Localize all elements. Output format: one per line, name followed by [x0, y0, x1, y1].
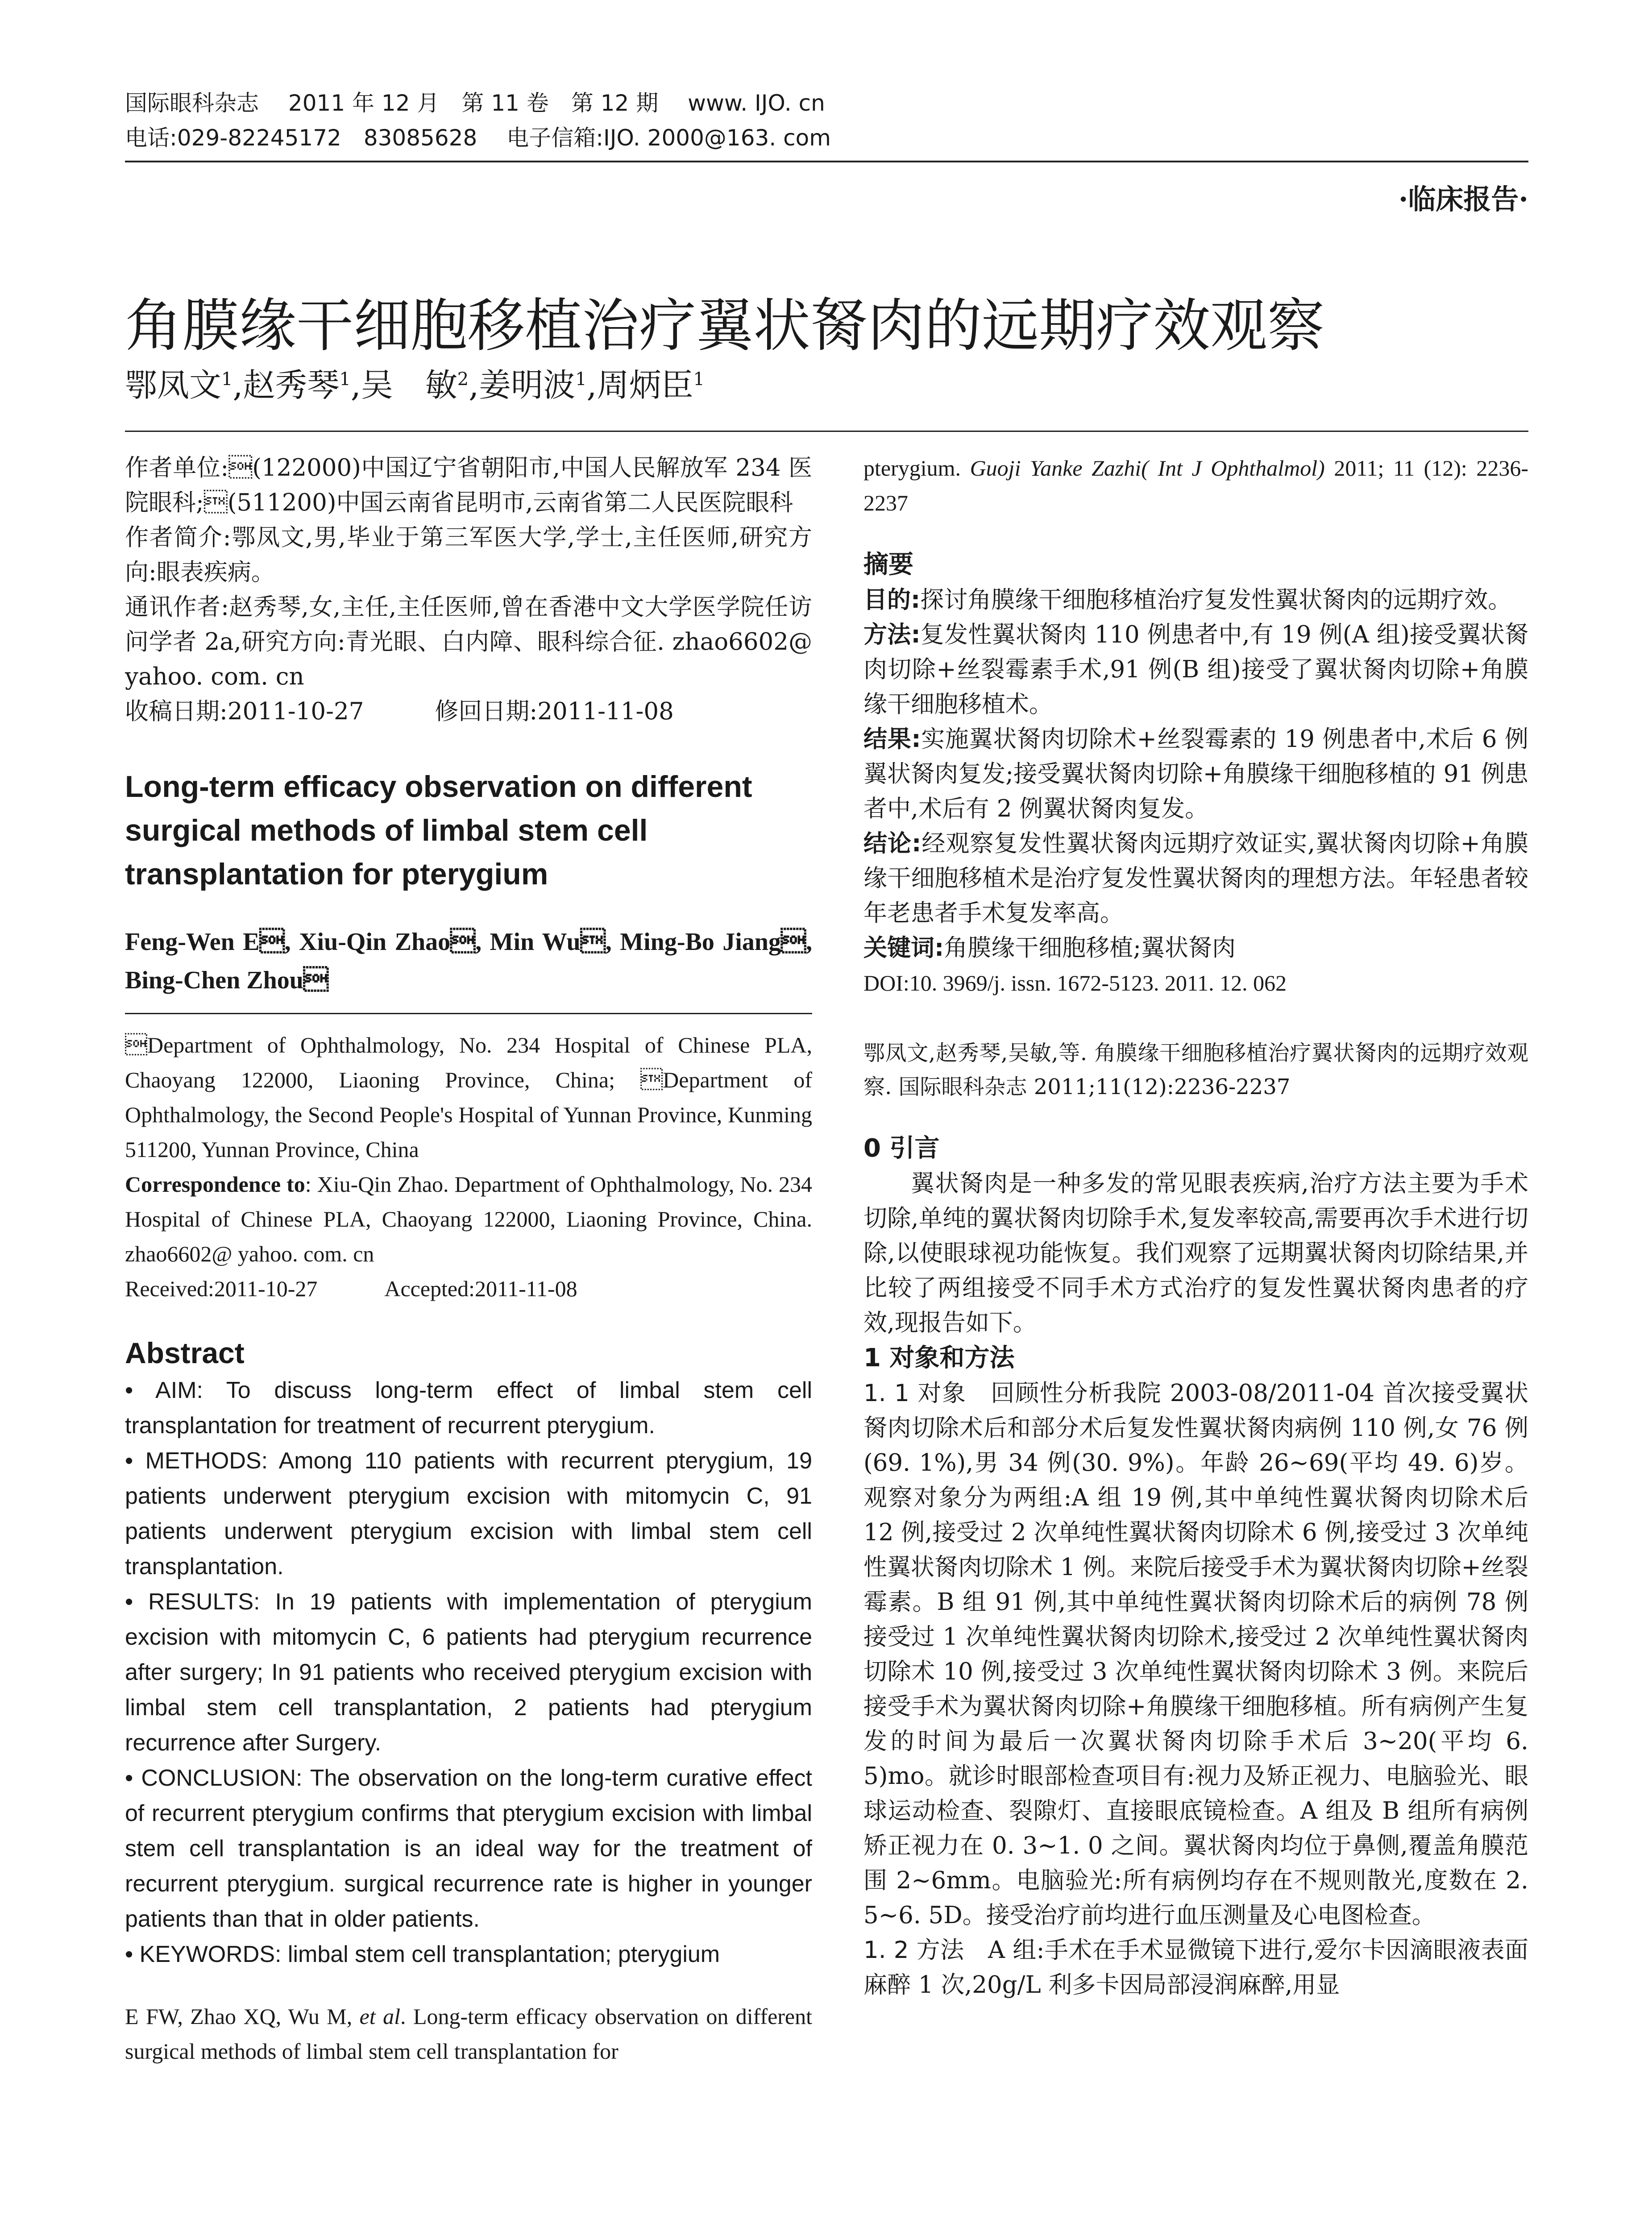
english-title: Long-term efficacy observation on different surgical methods of limbal stem cell transplantation for pterygium — [125, 770, 752, 891]
author-bio-zh: 作者简介:鄂凤文,男,毕业于第三军医大学,学士,主任医师,研究方向:眼表疾病。 — [125, 524, 812, 586]
citation-en-continued: pterygium. Guoji Yanke Zazhi( Int J Ophthalmol) 2011; 11 (12): 2236-2237 — [863, 456, 1528, 515]
abstract-results: • RESULTS: In 19 patients with implementation of pterygium excision with mitomycin C, 6 patients had pterygium recurrence after surgery; In 91 patients who received pterygium excision with limbal stem cell transplantation, 2 patients had pterygium recurrence after Surgery. — [125, 1589, 812, 1756]
journal-header-line1: 国际眼科杂志 2011 年 12 月 第 11 卷 第 12 期 www. IJO. cn — [125, 90, 825, 116]
section1-2-text: 1. 2 方法 A 组:手术在手术显微镜下进行,爱尔卡因滴眼液表面麻醉 1 次,20g/L 利多卡因局部浸润麻醉,用显 — [863, 1937, 1528, 1999]
header-rule — [125, 161, 1528, 162]
abstract-zh-results: 结果:实施翼状胬肉切除术+丝裂霉素的 19 例患者中,术后 6 例翼状胬肉复发;接受翼状胬肉切除+角膜缘干细胞移植的 91 例患者中,术后有 2 例翼状胬肉复发。 — [863, 726, 1528, 822]
author-list: 鄂凤文$^1$,赵秀琴$^1$,吴 敏$^2$,姜明波$^1$,周炳臣$^1$ — [125, 366, 705, 404]
abstract-zh-methods: 方法:复发性翼状胬肉 110 例患者中,有 19 例(A 组)接受翼状胬肉切除+丝裂霉素手术,91 例(B 组)接受了翼状胬肉切除+角膜缘干细胞移植术。 — [863, 621, 1528, 718]
intro-heading: 0 引言 — [863, 1134, 940, 1163]
author-affiliation: 1 — [575, 369, 587, 390]
author-affiliation: 1 — [339, 369, 351, 390]
citation-zh: 鄂凤文,赵秀琴,吴敏,等. 角膜缘干细胞移植治疗翼状胬肉的远期疗效观察. 国际眼科杂志 2011;11(12):2236-2237 — [863, 1041, 1528, 1099]
abstract-zh-heading: 摘要 — [863, 550, 913, 579]
affiliation-zh: 作者单位:(122000)中国辽宁省朝阳市,中国人民解放军 234 医院眼科;(511200)中国云南省昆明市,云南省第二人民医院眼科 — [125, 454, 812, 516]
author: 赵秀琴 — [243, 366, 340, 404]
right-column — [863, 451, 1528, 2222]
abstract-zh-aim: 目的:探讨角膜缘干细胞移植治疗复发性翼状胬肉的远期疗效。 — [863, 586, 1512, 614]
authors-rule — [125, 431, 1528, 432]
section1-2-label: 1. 2 方法 — [863, 1937, 964, 1964]
abstract-zh-conclusion: 结论:经观察复发性翼状胬肉远期疗效证实,翼状胬肉切除+角膜缘干细胞移植术是治疗复发性翼状胬肉的理想方法。年轻患者较年老患者手术复发率高。 — [863, 830, 1528, 927]
dates-en: Received:2011-10-27 Accepted:2011-11-08 — [125, 1276, 577, 1301]
correspondence-en: Correspondence to: Xiu-Qin Zhao. Department of Ophthalmology, No. 234 Hospital of Chinese PLA, Chaoyang 122000, Liaoning Province, China. zhao6602@ yahoo. com. cn — [125, 1172, 812, 1266]
correspondence-zh: 通讯作者:赵秀琴,女,主任,主任医师,曾在香港中文大学医学院任访问学者 2a,研究方向:青光眼、白内障、眼科综合征. zhao6602@ yahoo. com. cn — [125, 593, 812, 690]
section-label: ·临床报告· — [1398, 183, 1528, 216]
author-affiliation: 1 — [221, 369, 233, 390]
author: 吴 敏 — [361, 366, 457, 404]
author-affiliation: 1 — [693, 369, 705, 390]
abstract-keywords: • KEYWORDS: limbal stem cell transplantation; pterygium — [125, 1941, 720, 1967]
abstract-aim: • AIM: To discuss long-term effect of limbal stem cell transplantation for treatment of recurrent pterygium. — [125, 1377, 812, 1439]
section1-1-label: 1. 1 对象 — [863, 1380, 967, 1407]
left-column — [125, 451, 812, 2222]
english-authors: Feng-Wen E, Xiu-Qin Zhao, Min Wu, Ming-Bo Jiang, Bing-Chen Zhou — [125, 928, 812, 994]
author: 鄂凤文 — [125, 366, 222, 404]
section1-1-text: 1. 1 对象 回顾性分析我院 2003-08/2011-04 首次接受翼状胬肉切除术后和部分术后复发性翼状胬肉病例 110 例,女 76 例(69. 1%),男 34 例(30. 9%)。年龄 26~69(平均 49. 6)岁。观察对象分为两组:A 组 19 例,其中单纯性翼状胬肉切除术后 12 例,接受过 2 次单纯性翼状胬肉切除术 6 例,接受过 3 次单纯性翼状胬肉切除术 1 例。来院后接受手术为翼状胬肉切除+丝裂霉素。B 组 91 例,其中单纯性翼状胬肉切除术后的病例 78 例接受过 1 次单纯性翼状胬肉切除术,接受过 2 次单纯性翼状胬肉切除术 10 例,接受过 3 次单纯性翼状胬肉切除术 3 例。来院后接受手术为翼状胬肉切除+角膜缘干细胞移植。所有病例产生复发的时间为最后一次翼状胬肉切除手术后 3~20(平均 6. 5)mo。就诊时眼部检查项目有:视力及矫正视力、电脑验光、眼球运动检查、裂隙灯、直接眼底镜检查。A 组及 B 组所有病例矫正视力在 0. 3~1. 0 之间。翼状胬肉均位于鼻侧,覆盖角膜范围 2~6mm。电脑验光:所有病例均存在不规则散光,度数在 2. 5~6. 5D。接受治疗前均进行血压测量及心电图检查。 — [863, 1380, 1528, 1929]
journal-header-line2: 电话:029-82245172 83085628 电子信箱:IJO. 2000@163. com — [125, 125, 831, 151]
abstract-conclusion: • CONCLUSION: The observation on the long-term curative effect of recurrent pterygium confirms that pterygium excision with limbal stem cell transplantation is an ideal way for the treatment of recurrent pterygium. surgical recurrence rate is higher in younger patients than that in older patients. — [125, 1765, 812, 1932]
dates-zh: 收稿日期:2011-10-27 修回日期:2011-11-08 — [125, 698, 674, 725]
author-affiliation: 2 — [457, 369, 469, 390]
affiliation-en: Department of Ophthalmology, No. 234 Hospital of Chinese PLA, Chaoyang 122000, Liaoning Province, China; Department of Ophthalmology, the Second People's Hospital of Yunnan Province, Kunming 511200, Yunnan Province, China — [125, 1033, 812, 1162]
abstract-zh-keywords: 关键词:角膜缘干细胞移植;翼状胬肉 — [863, 934, 1236, 962]
abstract-heading: Abstract — [125, 1336, 245, 1369]
correspondence-label: Correspondence to — [125, 1172, 305, 1197]
author: 周炳臣 — [597, 366, 693, 404]
section1-heading: 1 对象和方法 — [863, 1344, 1015, 1373]
doi: DOI:10. 3969/j. issn. 1672-5123. 2011. 12. 062 — [863, 970, 1287, 995]
citation-en: E FW, Zhao XQ, Wu M, et al. Long-term efficacy observation on different surgical methods of limbal stem cell transplantation for — [125, 2004, 812, 2064]
intro-text: 翼状胬肉是一种多发的常见眼表疾病,治疗方法主要为手术切除,单纯的翼状胬肉切除手术,复发率较高,需要再次手术进行切除,以使眼球视功能恢复。我们观察了远期翼状胬肉切除结果,并比较了两组接受不同手术方式治疗的复发性翼状胬肉患者的疗效,现报告如下。 — [863, 1170, 1528, 1336]
author: 姜明波 — [479, 366, 576, 404]
abstract-methods: • METHODS: Among 110 patients with recurrent pterygium, 19 patients underwent pterygium excision with mitomycin C, 91 patients underwent pterygium excision with limbal stem cell transplantation. — [125, 1448, 812, 1580]
article-title: 角膜缘干细胞移植治疗翼状胬肉的远期疗效观察 — [125, 292, 1325, 359]
